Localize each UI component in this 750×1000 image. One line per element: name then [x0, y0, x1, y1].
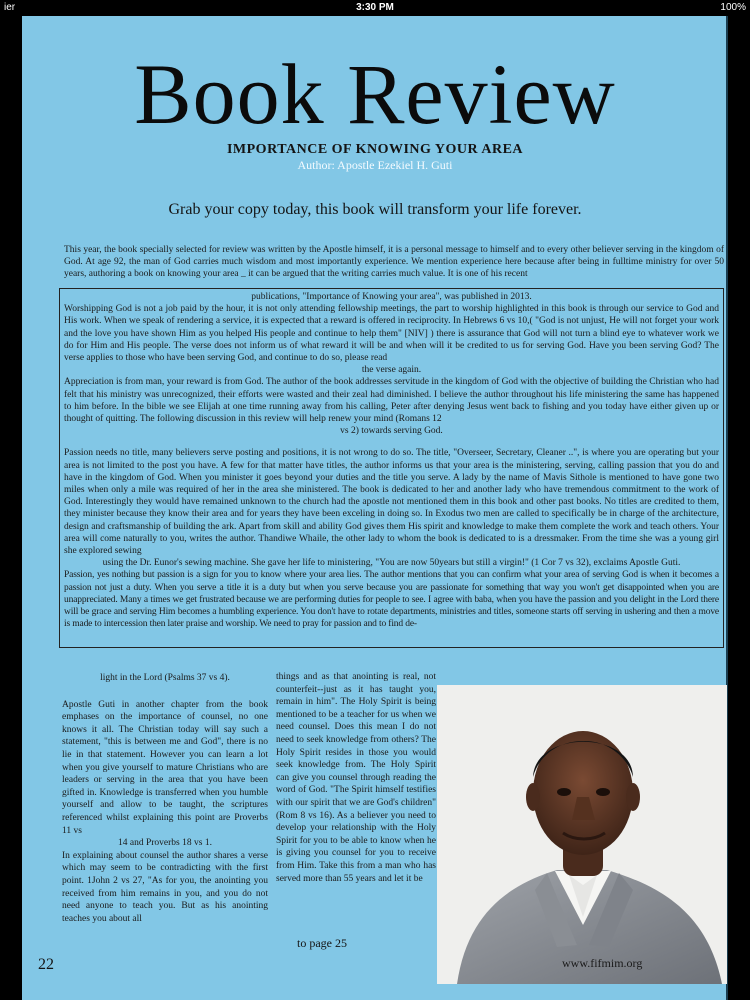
- column-left-paragraph-2: In explaining about counsel the author shares a verse which may seem to be contradicting with the first point. 1John 2 vs 27, "As for you, the anointing you received from him remains in you, and you do not need anyone to teach you. But as his anointing teaches you about all: [62, 850, 268, 924]
- column-left-paragraph-1-end: 14 and Proverbs 18 vs 1.: [118, 838, 212, 849]
- box-paragraph-2: Worshipping God is not a job paid by the hour, it is not only attending fellowship meetings, the part to worship highlighted in this book is through our service to God and His work. When we speak of rendering a service, it is expected that a reward is offered in reciprocity. In Hebrews 6 vs 10,( "God is not unjust, He will not forget your work and the love you have shown Him as you helped His people and continue to help them" [NIV] ) there is assurance that God will not turn a blind eye to whatever work we do for Him and His people. The verse does not inform us of what reward it will be and when will it be credited to us for serving God. Have you been serving God? The verse applies to those who have been serving God, and continue to do so, please read: [64, 304, 719, 364]
- column-left-lead: light in the Lord (Psalms 37 vs 4).: [100, 673, 230, 683]
- status-bar: [0, 0, 750, 16]
- page-number: 22: [38, 956, 54, 973]
- box-paragraph-3: Appreciation is from man, your reward is from God. The author of the book addresses servitude in the kingdom of God with the objective of building the Christian who had felt that his ministry was unrecognized, their efforts were wasted and their zeal had diminished. I believe the author throughout his life ministering the same has happened to him before. In the bible we see Elijah at one time running away from his calling, Peter after denying Jesus went back to fishing and you today have either given up or thought of quitting. The following discussion in this review will help renew your mind (Romans 12: [64, 377, 719, 425]
- author-photo: [437, 685, 727, 984]
- status-time: 3:30 PM: [356, 2, 394, 13]
- author-portrait-image: [437, 685, 727, 984]
- website-url[interactable]: www.fifmim.org: [562, 956, 643, 970]
- magazine-page: [22, 16, 728, 1000]
- continued-link[interactable]: to page 25: [297, 936, 347, 950]
- column-left: [62, 672, 268, 925]
- book-author: Author: Apostle Ezekiel H. Guti: [297, 158, 453, 172]
- page-title: Book Review: [134, 46, 616, 142]
- tagline: Grab your copy today, this book will transform your life forever.: [168, 201, 582, 218]
- battery-level: 100%: [720, 2, 746, 13]
- review-box: [59, 288, 724, 648]
- carrier-label: ier: [4, 2, 16, 13]
- box-paragraph-3-end: vs 2) towards serving God.: [340, 426, 443, 437]
- box-paragraph-2-end: the verse again.: [361, 365, 422, 376]
- column-middle: things and as that anointing is real, not counterfeit--just as it has taught you, remain in him". The Holy Spirit is being mentioned to be a teacher for us when we need counsel. Does this mean I do not need to seek knowledge from others? The Holy Spirit resides in those you would seek knowledge from. The Holy Spirit can give you counsel through reading the word of God. "The Spirit himself testifies with our spirit that we are God's children" (Rom 8 vs 16). As a believer you need to develop your relationship with the Holy Spirit for you to be able to know when he is giving you counsel for you to receive from Him. Take this from a man who has served more than 55 years and let it be: [276, 672, 436, 884]
- box-paragraph-1: publications, "Importance of Knowing your area", was published in 2013.: [251, 292, 532, 302]
- column-left-paragraph-1: Apostle Guti in another chapter from the book emphases on the importance of counsel, no one knows it all. The Christian today will say such a statement, "this is between me and God", there is no lie in that statement. However you can learn a lot when you give yourself to mature Christians who are leaders or serving in the area that you have been gifted in. Knowledge is transferred when you humble yourself and allow to be taught, the scriptures referenced whilst explaining this point are Proverbs 11 vs: [62, 699, 268, 836]
- intro-paragraph: This year, the book specially selected for review was written by the Apostle himself, it is a personal message to himself and to every other believer serving in the kingdom of God. At age 92, the man of God carries much wisdom and most importantly experience. We mention experience here because after being in fulltime ministry for over 50 years, authoring a book on knowing your area _ it can be argued that the writing carries much value. It is one of his recent: [64, 245, 724, 279]
- box-paragraph-5: Passion, yes nothing but passion is a sign for you to know where your area lies. The author mentions that you can confirm what your area of serving God is when it becomes a passion not just a duty. When you serve a title it is a duty but when you serve because you are passionate for something that way you won't get disappointed when you are unappreciated. Many a times we get frustrated because we are performing duties for people to see. I agree with baba, when you have the passion and you delight in the Lord there will be grace and serving Him becomes a humbling experience. You don't have to rotate departments, ministries and titles, someone starts off serving in ushering and then a move is made to intercession then later praise and worship. We need to pray for passion and to find de-: [64, 570, 719, 630]
- book-title: IMPORTANCE OF KNOWING YOUR AREA: [226, 142, 524, 157]
- box-paragraph-4-end: using the Dr. Eunor's sewing machine. She gave her life to ministering, "You are now 50years but still a virgin!" (1 Cor 7 vs 32), exclaims Apostle Guti.: [102, 558, 681, 569]
- box-paragraph-4: Passion needs no title, many believers serve posting and positions, it is not wrong to do so. The title, "Overseer, Secretary, Cleaner ..", is where you are operating but your area is not limited to the post you have. A few for that matter have titles, the author informs us that your area is the ministering, serving, calling passion that you do and have in the kingdom of God. When you minister it goes beyond your duties and the title you serve. A lady by the name of Mavis Sithole is mentioned to have gone two miles when only a mile was required of her in the area she ministered. The book is dedicated to her and another lady who have tremendous commitment to the work of God. Interestingly they would have remained unknown to the church had the apostle not mentioned them in this book and other past books. No titles are credited to them, they minister because they know their area and for years they have been exceling in doing so. In Exodus two men are called to specifically be in charge of the architecture, design and craftsmanship of building the ark. Apart from skill and ability God gives them His spirit and knowledge to make them complete the work and teach others. Your area will come naturally to you, writes the author. Thandiwe Whaile, the other lady to whom the book is dedicated to is a dressmaker. From the time she was a young girl she explored sewing: [64, 448, 719, 557]
